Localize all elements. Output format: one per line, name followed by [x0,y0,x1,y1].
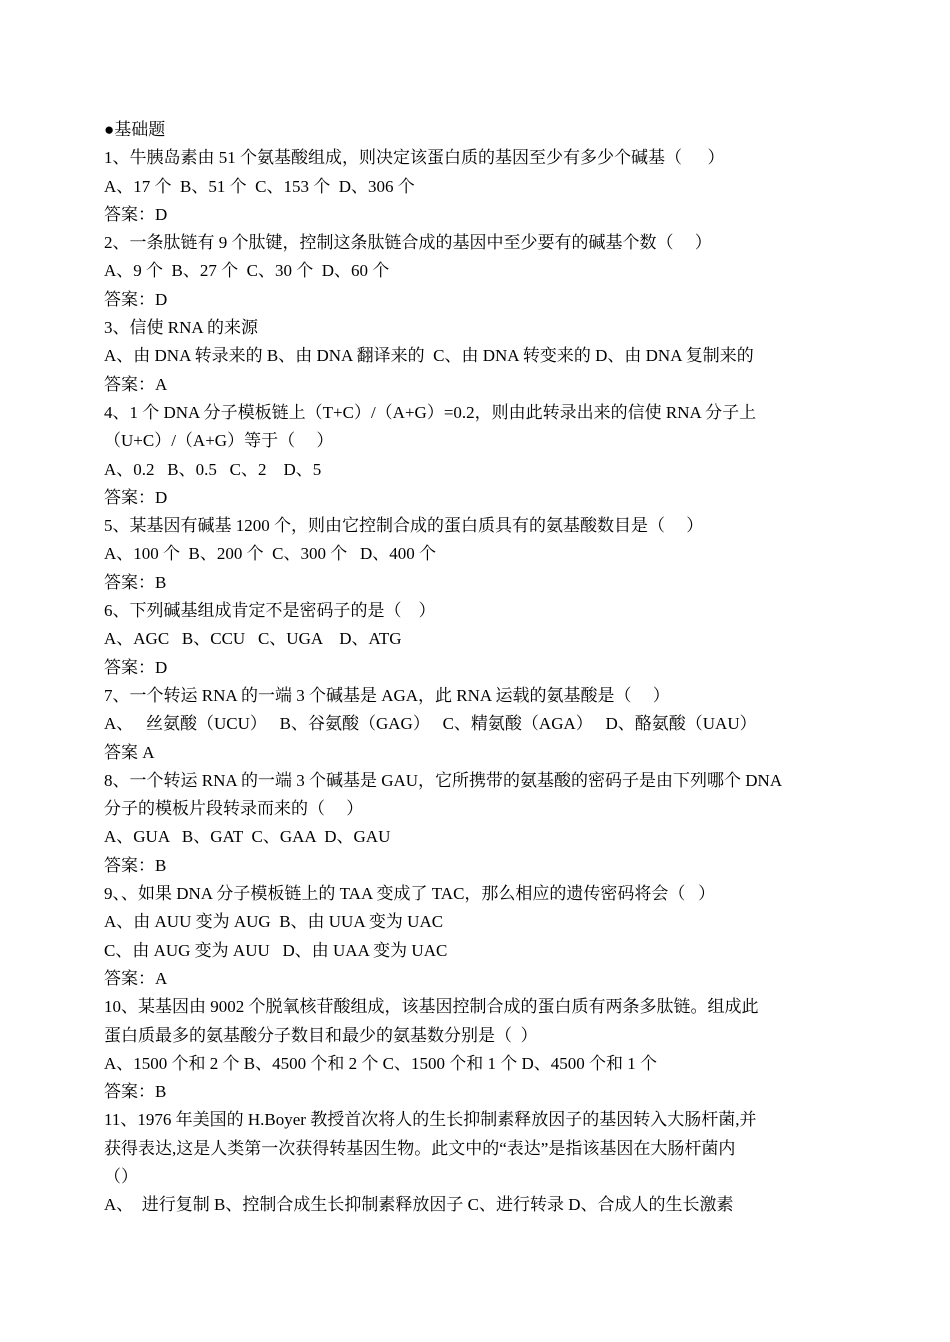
question-4-answer: 答案：D [104,487,168,507]
question-9-answer: 答案：A [104,968,168,988]
question-10-options: A、1500 个和 2 个 B、4500 个和 2 个 C、1500 个和 1 个 D、4500 个和 1 个 [104,1053,657,1073]
question-8-options: A、GUA B、GAT C、GAA D、GAU [104,827,391,847]
question-9-options-cd: C、由 AUG 变为 AUU D、由 UAA 变为 UAC [104,940,448,960]
question-11-options: A、 进行复制 B、控制合成生长抑制素释放因子 C、进行转录 D、合成人的生长激素 [104,1195,734,1215]
question-10-stem-continued: 蛋白质最多的氨基酸分子数目和最少的氨基数分别是（ ） [104,1025,538,1045]
question-8-stem: 8、一个转运 RNA 的一端 3 个碱基是 GAU，它所携带的氨基酸的密码子是由下列哪个 DNA [104,770,783,790]
question-6-answer: 答案：D [104,657,168,677]
question-4-stem: 4、1 个 DNA 分子模板链上（T+C）/（A+G）=0.2，则由此转录出来的信使 RNA 分子上 [104,402,757,422]
question-9-options-ab: A、由 AUU 变为 AUG B、由 UUA 变为 UAC [104,912,444,932]
question-2-answer: 答案：D [104,289,168,309]
question-8-answer: 答案：B [104,855,167,875]
question-1-answer: 答案：D [104,204,168,224]
document-page [104,116,864,1220]
question-2-options: A、9 个 B、27 个 C、30 个 D、60 个 [104,261,390,281]
question-1-stem: 1、牛胰岛素由 51 个氨基酸组成，则决定该蛋白质的基因至少有多少个碱基（ ） [104,148,725,168]
question-5-options: A、100 个 B、200 个 C、300 个 D、400 个 [104,544,436,564]
question-3-stem: 3、信使 RNA 的来源 [104,318,258,338]
section-title: ●基础题 [104,120,166,139]
question-2-stem: 2、一条肽链有 9 个肽键，控制这条肽链合成的基因中至少要有的碱基个数（ ） [104,233,712,253]
question-7-options: A、 丝氨酸（UCU） B、谷氨酸（GAG） C、精氨酸（AGA） D、酪氨酸（UAU） [104,714,757,734]
question-9-stem: 9、、如果 DNA 分子模板链上的 TAA 变成了 TAC，那么相应的遗传密码将会（ ） [104,884,716,904]
question-7-answer: 答案 A [104,742,155,762]
question-3-options: A、由 DNA 转录来的 B、由 DNA 翻译来的 C、由 DNA 转变来的 D、由 DNA 复制来的 [104,346,754,366]
question-10-stem: 10、某基因由 9002 个脱氧核苷酸组成，该基因控制合成的蛋白质有两条多肽链。组成此 [104,997,759,1017]
question-3-answer: 答案：A [104,374,168,394]
question-11-stem-continued: 获得表达,这是人类第一次获得转基因生物。此文中的“表达”是指该基因在大肠杆菌内 [104,1138,736,1158]
question-6-options: A、AGC B、CCU C、UGA D、ATG [104,629,402,649]
question-11-stem: 11、1976 年美国的 H.Boyer 教授首次将人的生长抑制素释放因子的基因转入大肠杆菌,并 [104,1110,757,1130]
question-8-stem-continued: 分子的模板片段转录而来的（ ） [104,799,364,819]
question-4-options: A、0.2 B、0.5 C、2 D、5 [104,459,322,479]
question-5-stem: 5、某基因有碱基 1200 个，则由它控制合成的蛋白质具有的氨基酸数目是（ ） [104,516,704,536]
question-7-stem: 7、一个转运 RNA 的一端 3 个碱基是 AGA，此 RNA 运载的氨基酸是（ ） [104,685,670,705]
question-5-answer: 答案：B [104,572,167,592]
question-6-stem: 6、下列碱基组成肯定不是密码子的是（ ） [104,601,436,621]
question-11-blank: （） [104,1166,138,1186]
question-4-stem-continued: （U+C）/（A+G）等于（ ） [104,431,334,451]
question-10-answer: 答案：B [104,1082,167,1102]
question-1-options: A、17 个 B、51 个 C、153 个 D、306 个 [104,176,415,196]
